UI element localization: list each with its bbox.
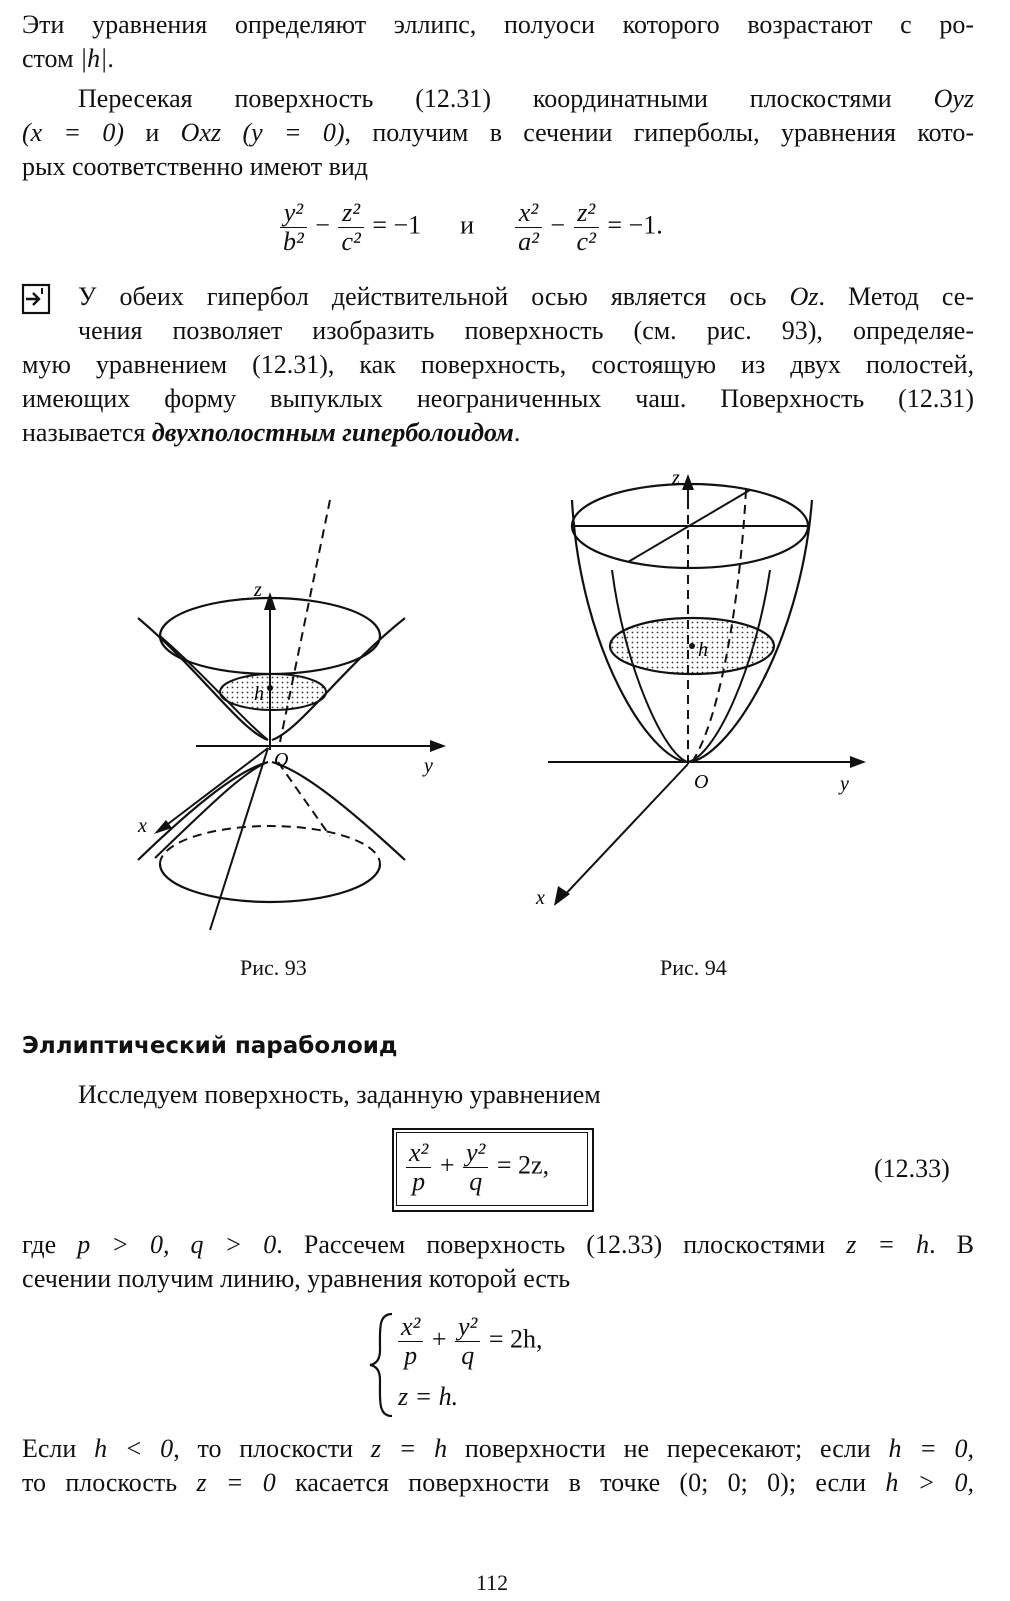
text-line: называется двухполостным гиперболоидом. [22, 418, 521, 447]
figure-93 [0, 460, 500, 940]
axis-label: x [138, 815, 147, 837]
axis-label: O [694, 771, 709, 793]
text-line: сечении получим линию, уравнения которой есть [22, 1264, 571, 1293]
section-heading: Эллиптический параболоид [22, 1033, 398, 1059]
axis-label: y [424, 755, 433, 777]
equation-number: (12.33) [874, 1154, 950, 1183]
axis-label: O [274, 749, 289, 771]
figure-94 [500, 460, 900, 930]
figure-caption: Рис. 94 [660, 955, 727, 980]
text-line: имеющих форму выпуклых неограниченных чаш. Поверхность (12.31) [22, 384, 974, 413]
axis-label: z [672, 467, 680, 489]
text-line: чения позволяет изобразить поверхность (см. рис. 93), определяе- [78, 316, 974, 345]
text-line: где p > 0, q > 0. Рассечем поверхность (12.33) плоскостями z = h. В [22, 1230, 975, 1259]
page-number: 112 [476, 1570, 509, 1595]
axis-label: z [254, 579, 262, 601]
figure-caption: Рис. 93 [240, 955, 307, 980]
text-line: У обеих гипербол действительной осью является ось Oz. Метод се- [78, 282, 974, 311]
note-arrow-icon [20, 282, 54, 316]
equation-hyperbolas: $\frac{\text{y²}}{\text{b²}}$ − $\frac{\text{z²}}{\text{c²}}$ = −1 и $\frac{\text{x²}}{\text{a²}}$ − $\frac{\text{z²}}{\text{c²}}$ = −1. [278, 200, 663, 255]
text-line: стом |h|. [22, 44, 114, 73]
text-line: (x = 0) и Oxz (y = 0), получим в сечении гиперболы, уравнения кото- [22, 118, 974, 147]
system-brace [368, 1310, 398, 1420]
axis-label: y [840, 773, 849, 795]
text-line: Пересекая поверхность (12.31) координатными плоскостями Oyz [78, 84, 974, 113]
text-line: Эти уравнения определяют эллипс, полуоси которого возрастают с ро- [22, 10, 974, 39]
equation-paraboloid: $\frac{\text{x²}}{p}$ + $\frac{\text{y²}}{q}$ = 2z, [404, 1140, 549, 1195]
axis-label: h [698, 639, 708, 661]
text-line: Исследуем поверхность, заданную уравнением [78, 1080, 601, 1109]
text-line: рых соответственно имеют вид [22, 152, 369, 181]
axis-label: x [536, 887, 545, 909]
system-equation-2: z = h. [398, 1382, 459, 1411]
text-line: мую уравнением (12.31), как поверхность, состоящую из двух полостей, [22, 350, 974, 379]
axis-label: h [254, 683, 264, 705]
text-line: Если h < 0, то плоскости z = h поверхности не пересекают; если h = 0, [22, 1434, 975, 1463]
text-line: то плоскость z = 0 касается поверхности в точке (0; 0; 0); если h > 0, [22, 1468, 974, 1497]
system-equation-1: $\frac{\text{x²}}{p}$ + $\frac{\text{y²}}{q}$ = 2h, [396, 1314, 543, 1369]
